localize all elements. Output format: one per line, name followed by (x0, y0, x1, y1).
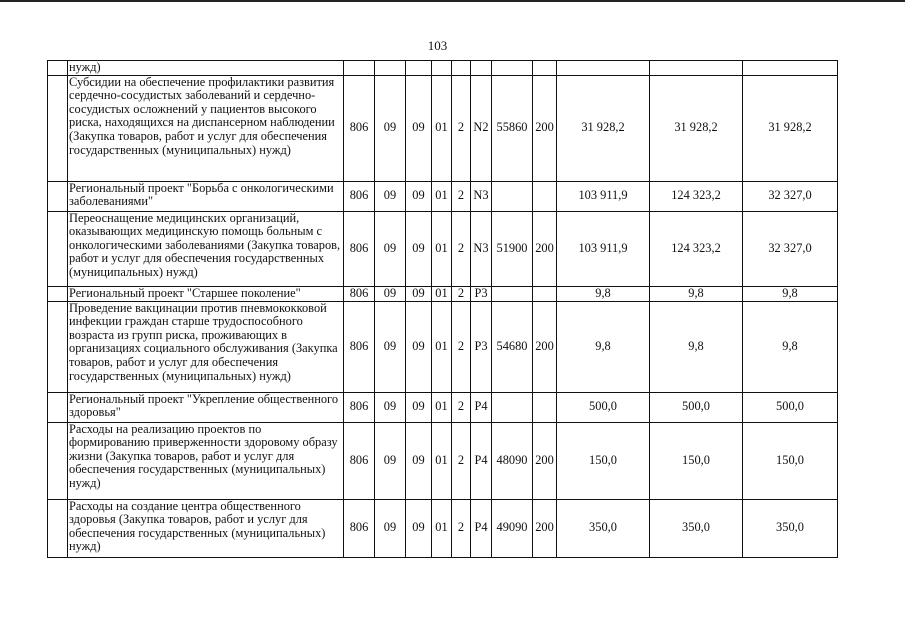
code-cell (533, 392, 557, 422)
code-cell (533, 181, 557, 211)
code-cell: 55860 (492, 75, 533, 181)
row-description: нужд) (68, 61, 344, 76)
code-cell: 09 (406, 75, 432, 181)
row-index-cell (48, 61, 68, 76)
code-cell: 09 (406, 499, 432, 557)
budget-table (47, 60, 838, 558)
code-cell: 01 (432, 211, 452, 286)
row-index-cell (48, 392, 68, 422)
code-cell: P3 (471, 286, 492, 301)
row-index-cell (48, 422, 68, 499)
code-cell (406, 61, 432, 76)
row-description: Региональный проект "Укрепление общественного здоровья" (68, 392, 344, 422)
amount-cell: 9,8 (743, 286, 838, 301)
amount-cell: 350,0 (650, 499, 743, 557)
table-row (48, 61, 838, 76)
row-description: Проведение вакцинации против пневмококковой инфекции граждан старше трудоспособного возраста из групп риска, проживающих в организациях социального обслуживания (Закупка товаров, работ и услуг для обеспечения государственных (муниципальных) нужд) (68, 301, 344, 392)
code-cell: 200 (533, 499, 557, 557)
table-row (48, 499, 838, 557)
row-description: Субсидии на обеспечение профилактики развития сердечно-сосудистых заболеваний и сердечно-сосудистых осложнений у пациентов высокого риска, находящихся на диспансерном наблюдении (Закупка товаров, работ и услуг для обеспечения государственных (муниципальных) нужд) (68, 75, 344, 181)
amount-cell: 9,8 (650, 301, 743, 392)
code-cell: 806 (344, 301, 375, 392)
code-cell: 48090 (492, 422, 533, 499)
row-description: Региональный проект "Борьба с онкологическими заболеваниями" (68, 181, 344, 211)
amount-cell: 31 928,2 (743, 75, 838, 181)
code-cell: 2 (452, 286, 471, 301)
code-cell: 01 (432, 499, 452, 557)
amount-cell: 350,0 (557, 499, 650, 557)
page-number: 103 (427, 38, 448, 53)
code-cell: 09 (406, 422, 432, 499)
code-cell: P4 (471, 499, 492, 557)
code-cell: 806 (344, 211, 375, 286)
amount-cell (557, 61, 650, 76)
code-cell: 09 (406, 301, 432, 392)
amount-cell: 9,8 (743, 301, 838, 392)
amount-cell: 9,8 (557, 286, 650, 301)
row-description: Расходы на реализацию проектов по формированию приверженности здоровому образу жизни (Закупка товаров, работ и услуг для обеспечения государственных (муниципальных) нужд) (68, 422, 344, 499)
code-cell: N3 (471, 181, 492, 211)
code-cell: 49090 (492, 499, 533, 557)
code-cell: 01 (432, 75, 452, 181)
code-cell (344, 61, 375, 76)
amount-cell: 32 327,0 (743, 211, 838, 286)
code-cell: 01 (432, 181, 452, 211)
code-cell: 2 (452, 75, 471, 181)
code-cell: 806 (344, 181, 375, 211)
code-cell: 806 (344, 392, 375, 422)
code-cell: 09 (375, 181, 406, 211)
code-cell: 806 (344, 499, 375, 557)
code-cell: 01 (432, 392, 452, 422)
code-cell: 09 (375, 301, 406, 392)
code-cell (492, 181, 533, 211)
table-row (48, 301, 838, 392)
amount-cell: 9,8 (557, 301, 650, 392)
code-cell: 2 (452, 181, 471, 211)
amount-cell: 31 928,2 (557, 75, 650, 181)
code-cell: 09 (375, 422, 406, 499)
code-cell: P4 (471, 422, 492, 499)
amount-cell: 103 911,9 (557, 211, 650, 286)
amount-cell: 500,0 (557, 392, 650, 422)
row-index-cell (48, 301, 68, 392)
code-cell: 200 (533, 301, 557, 392)
code-cell (492, 286, 533, 301)
code-cell: 2 (452, 392, 471, 422)
row-index-cell (48, 286, 68, 301)
table-row (48, 211, 838, 286)
row-index-cell (48, 181, 68, 211)
code-cell (533, 286, 557, 301)
code-cell: 200 (533, 211, 557, 286)
code-cell: P3 (471, 301, 492, 392)
code-cell (492, 61, 533, 76)
table-row (48, 286, 838, 301)
code-cell: 806 (344, 75, 375, 181)
page-top-border (0, 0, 905, 2)
code-cell: 806 (344, 286, 375, 301)
code-cell (432, 61, 452, 76)
amount-cell: 32 327,0 (743, 181, 838, 211)
code-cell: 01 (432, 286, 452, 301)
code-cell: 09 (375, 499, 406, 557)
code-cell (375, 61, 406, 76)
code-cell (533, 61, 557, 76)
amount-cell: 500,0 (743, 392, 838, 422)
table-row (48, 75, 838, 181)
row-description: Региональный проект "Старшее поколение" (68, 286, 344, 301)
amount-cell: 150,0 (650, 422, 743, 499)
row-description: Переоснащение медицинских организаций, оказывающих медицинскую помощь больным с онкологическими заболеваниями (Закупка товаров, работ и услуг для обеспечения государственных (муниципальных) нужд) (68, 211, 344, 286)
row-index-cell (48, 75, 68, 181)
code-cell: P4 (471, 392, 492, 422)
amount-cell: 150,0 (557, 422, 650, 499)
code-cell: 200 (533, 422, 557, 499)
amount-cell (743, 61, 838, 76)
table-row (48, 392, 838, 422)
code-cell: 2 (452, 301, 471, 392)
code-cell: 09 (406, 286, 432, 301)
code-cell (452, 61, 471, 76)
amount-cell: 500,0 (650, 392, 743, 422)
code-cell: 09 (375, 75, 406, 181)
table-row (48, 181, 838, 211)
row-index-cell (48, 211, 68, 286)
row-index-cell (48, 499, 68, 557)
code-cell (471, 61, 492, 76)
code-cell: 01 (432, 422, 452, 499)
code-cell: 09 (406, 392, 432, 422)
amount-cell: 124 323,2 (650, 211, 743, 286)
code-cell: 09 (375, 286, 406, 301)
code-cell: 09 (375, 392, 406, 422)
code-cell: 09 (406, 181, 432, 211)
amount-cell: 350,0 (743, 499, 838, 557)
code-cell: 09 (375, 211, 406, 286)
code-cell: 51900 (492, 211, 533, 286)
code-cell: 806 (344, 422, 375, 499)
code-cell (492, 392, 533, 422)
code-cell: 01 (432, 301, 452, 392)
amount-cell: 124 323,2 (650, 181, 743, 211)
code-cell: N2 (471, 75, 492, 181)
amount-cell (650, 61, 743, 76)
code-cell: 2 (452, 211, 471, 286)
code-cell: N3 (471, 211, 492, 286)
amount-cell: 103 911,9 (557, 181, 650, 211)
code-cell: 09 (406, 211, 432, 286)
amount-cell: 9,8 (650, 286, 743, 301)
amount-cell: 31 928,2 (650, 75, 743, 181)
table-row (48, 422, 838, 499)
code-cell: 200 (533, 75, 557, 181)
code-cell: 2 (452, 422, 471, 499)
amount-cell: 150,0 (743, 422, 838, 499)
code-cell: 2 (452, 499, 471, 557)
row-description: Расходы на создание центра общественного здоровья (Закупка товаров, работ и услуг для обеспечения государственных (муниципальных) нужд) (68, 499, 344, 557)
code-cell: 54680 (492, 301, 533, 392)
